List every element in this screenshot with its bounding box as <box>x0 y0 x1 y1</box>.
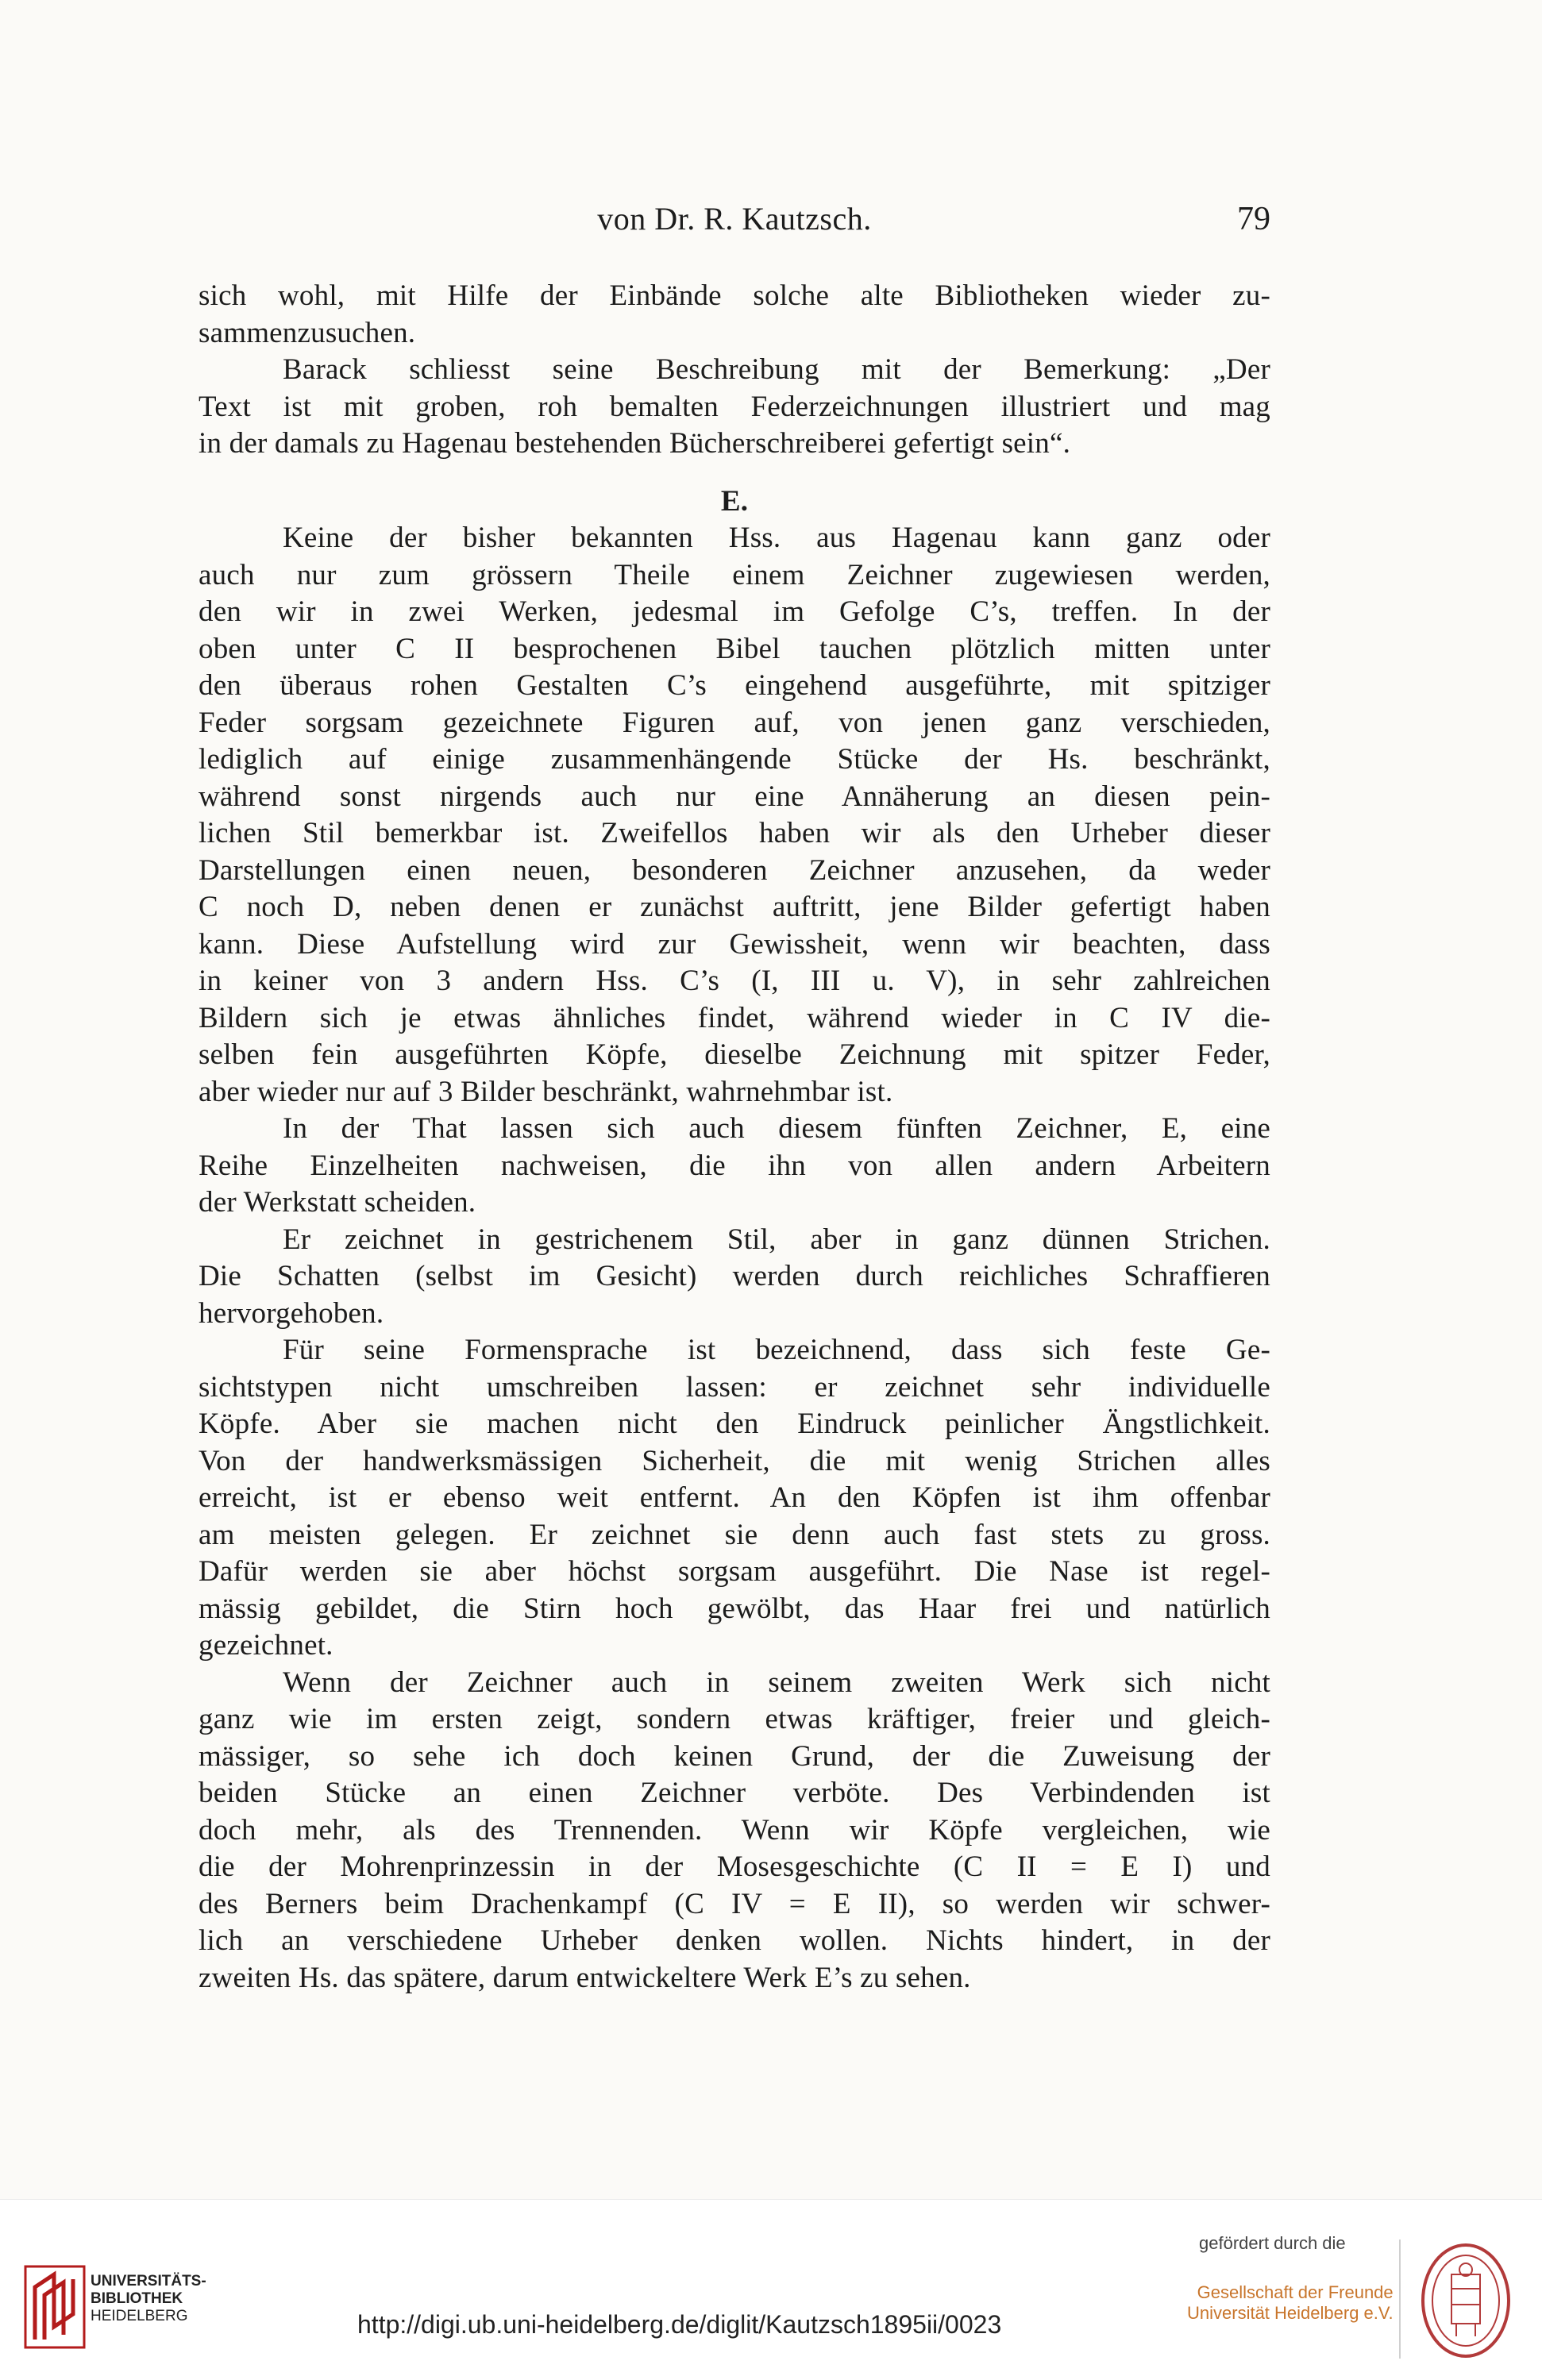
library-line: UNIVERSITÄTS- <box>91 2273 206 2289</box>
text-line: Text ist mit groben, roh bemalten Federzeichnungen illustriert und mag <box>199 390 1270 423</box>
text-line: Keine der bisher bekannten Hss. aus Hagenau kann ganz oder <box>283 522 1270 554</box>
university-seal-icon <box>1420 2241 1512 2360</box>
text-line: in keiner von 3 andern Hss. C’s (I, III u. V), in sehr zahlreichen <box>199 965 1270 997</box>
library-line: HEIDELBERG <box>91 2308 188 2324</box>
text-line: in der damals zu Hagenau bestehenden Bücherschreiberei gefertigt sein“. <box>199 427 1071 460</box>
text-line: den wir in zwei Werken, jedesmal im Gefolge C’s, treffen. In der <box>199 595 1270 628</box>
text-line: Reihe Einzelheiten nachweisen, die ihn von allen andern Arbeitern <box>199 1149 1270 1182</box>
text-line: des Berners beim Drachenkampf (C IV = E II), so werden wir schwer- <box>199 1887 1270 1920</box>
section-heading: E. <box>720 484 749 518</box>
body-text <box>199 278 1270 1997</box>
text-line: sammenzusuchen. <box>199 316 416 349</box>
text-line: kann. Diese Aufstellung wird zur Gewissheit, wenn wir beachten, dass <box>199 927 1270 961</box>
text-line: sich wohl, mit Hilfe der Einbände solche alte Bibliotheken wieder zu- <box>199 279 1270 312</box>
page-number: 79 <box>1237 201 1270 237</box>
text-line: Die Schatten (selbst im Gesicht) werden durch reichliches Schraffieren <box>199 1260 1270 1292</box>
text-line: Wenn der Zeichner auch in seinem zweiten Werk sich nicht <box>283 1666 1270 1699</box>
sponsor-name <box>1187 2282 1394 2324</box>
text-line: beiden Stücke an einen Zeichner verböte. Des Verbindenden ist <box>199 1777 1270 1809</box>
running-title: von Dr. R. Kautzsch. <box>597 201 872 237</box>
text-line: Köpfe. Aber sie machen nicht den Eindruck peinlicher Ängstlichkeit. <box>199 1408 1270 1440</box>
footer-bar <box>0 2199 1542 2380</box>
text-line: aber wieder nur auf 3 Bilder beschränkt, wahrnehmbar ist. <box>199 1075 893 1108</box>
text-line: sichtstypen nicht umschreiben lassen: er zeichnet sehr individuelle <box>199 1370 1270 1404</box>
text-line: gezeichnet. <box>199 1629 333 1662</box>
running-head <box>199 200 1270 248</box>
sponsor-line: Universität Heidelberg e.V. <box>1187 2303 1394 2323</box>
permalink-url[interactable]: http://digi.ub.uni-heidelberg.de/diglit/Kautzsch1895ii/0023 <box>357 2310 1002 2339</box>
text-line: doch mehr, als des Trennenden. Wenn wir Köpfe vergleichen, wie <box>199 1813 1270 1847</box>
text-line: mässig gebildet, die Stirn hoch gewölbt, das Haar frei und natürlich <box>199 1592 1270 1625</box>
text-line: den überaus rohen Gestalten C’s eingehend ausgeführte, mit spitziger <box>199 669 1270 702</box>
footer-divider <box>1399 2239 1401 2359</box>
text-line: Feder sorgsam gezeichnete Figuren auf, von jenen ganz verschieden, <box>199 706 1270 739</box>
text-line: zweiten Hs. das spätere, darum entwickeltere Werk E’s zu sehen. <box>199 1961 971 1994</box>
text-line: am meisten gelegen. Er zeichnet sie denn auch fast stets zu gross. <box>199 1518 1270 1551</box>
text-line: Barack schliesst seine Beschreibung mit der Bemerkung: „Der <box>283 353 1270 386</box>
sponsor-line: Gesellschaft der Freunde <box>1197 2282 1394 2302</box>
text-line: der Werkstatt scheiden. <box>199 1186 476 1219</box>
text-line: Für seine Formensprache ist bezeichnend, dass sich feste Ge- <box>283 1334 1270 1366</box>
text-line: lich an verschiedene Urheber denken wollen. Nichts hindert, in der <box>199 1924 1270 1957</box>
text-line: mässiger, so sehe ich doch keinen Grund, der die Zuweisung der <box>199 1739 1270 1773</box>
text-line: lichen Stil bemerkbar ist. Zweifellos haben wir als den Urheber dieser <box>199 817 1270 849</box>
text-line: während sonst nirgends auch nur eine Annäherung an diesen pein- <box>199 780 1270 813</box>
text-line: Er zeichnet in gestrichenem Stil, aber in ganz dünnen Strichen. <box>283 1223 1270 1256</box>
text-line: auch nur zum grössern Theile einem Zeichner zugewiesen werden, <box>199 558 1270 591</box>
text-line: die der Mohrenprinzessin in der Mosesgeschichte (C II = E I) und <box>199 1850 1270 1883</box>
text-line: erreicht, ist er ebenso weit entfernt. An den Köpfen ist ihm offenbar <box>199 1481 1270 1514</box>
text-line: C noch D, neben denen er zunächst auftritt, jene Bilder gefertigt haben <box>199 891 1270 923</box>
text-line: selben fein ausgeführten Köpfe, dieselbe Zeichnung mit spitzer Feder, <box>199 1038 1270 1071</box>
text-line: ganz wie im ersten zeigt, sondern etwas kräftiger, freier und gleich- <box>199 1703 1270 1735</box>
sponsor-note: gefördert durch die <box>1199 2233 1346 2253</box>
text-section-2 <box>199 520 1270 1997</box>
library-name <box>91 2273 206 2325</box>
text-line: In der That lassen sich auch diesem fünften Zeichner, E, eine <box>283 1112 1270 1145</box>
text-line: Von der handwerksmässigen Sicherheit, die mit wenig Strichen alles <box>199 1444 1270 1477</box>
text-line: oben unter C II besprochenen Bibel tauchen plötzlich mitten unter <box>199 632 1270 665</box>
text-line: lediglich auf einige zusammenhängende Stücke der Hs. beschränkt, <box>199 743 1270 776</box>
university-library-logo-icon <box>22 2263 87 2351</box>
text-line: hervorgehoben. <box>199 1296 384 1330</box>
text-line: Darstellungen einen neuen, besonderen Zeichner anzusehen, da weder <box>199 853 1270 887</box>
library-line: BIBLIOTHEK <box>91 2290 183 2307</box>
text-section-1 <box>199 278 1270 463</box>
text-line: Bildern sich je etwas ähnliches findet, während wieder in C IV die- <box>199 1001 1270 1034</box>
text-line: Dafür werden sie aber höchst sorgsam ausgeführt. Die Nase ist regel- <box>199 1555 1270 1588</box>
